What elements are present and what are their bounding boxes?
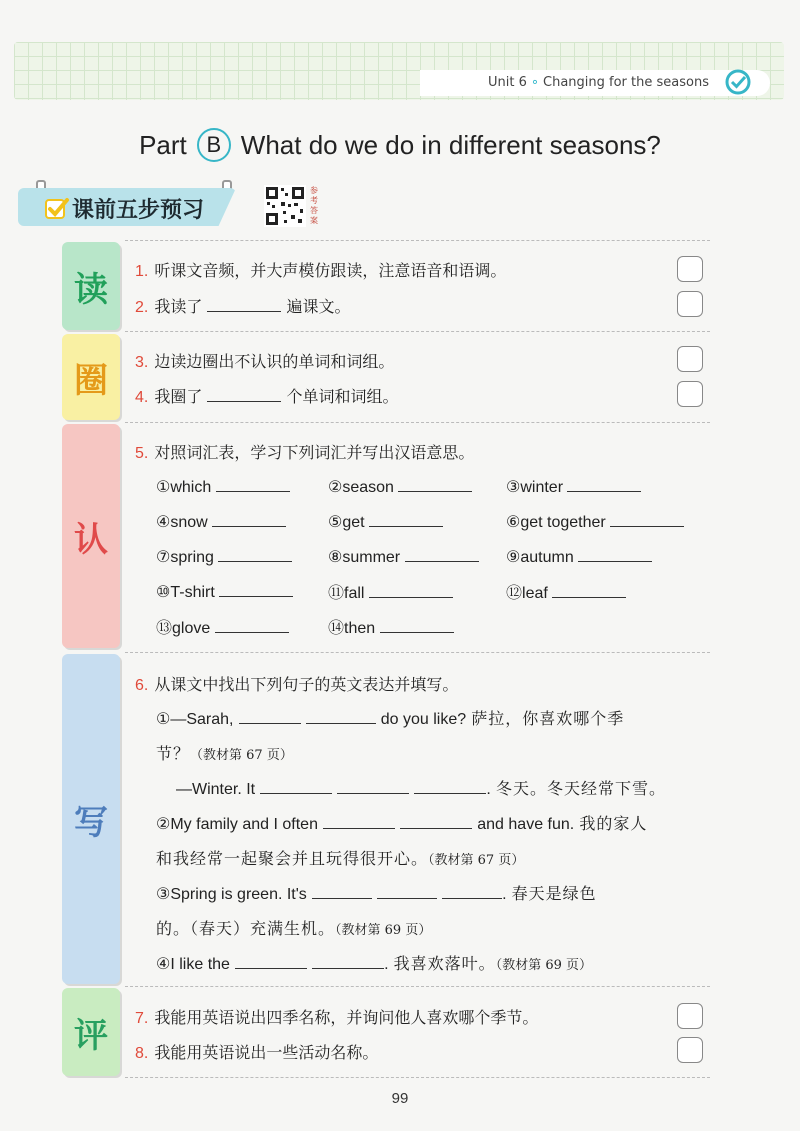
vocab-word: glove <box>172 620 211 637</box>
page-title <box>0 128 800 162</box>
sentence-text: ③Spring is green. It's <box>156 886 307 903</box>
blank-field[interactable] <box>552 581 626 598</box>
sentence-translation: 的。（春天）充满生机。 <box>156 919 336 938</box>
item-text: 对照词汇表，学习下列词汇并写出汉语意思。 <box>154 443 475 462</box>
vocab-marker: ④ <box>156 514 171 531</box>
row-divider <box>125 986 710 987</box>
sentence-line <box>156 811 647 834</box>
blank-field[interactable] <box>216 475 290 492</box>
category-tab-read: 读 <box>62 242 120 330</box>
list-item <box>135 672 458 695</box>
sentence-text: ④I like the <box>156 956 230 973</box>
item-text: 我圈了 <box>154 387 203 406</box>
sentence-line <box>156 951 592 974</box>
vocab-item <box>156 545 292 567</box>
blank-field[interactable] <box>578 545 652 562</box>
sentence-line <box>156 881 597 904</box>
list-item <box>135 349 394 372</box>
blank-field[interactable] <box>610 510 684 527</box>
list-item <box>135 258 506 281</box>
row-divider <box>125 422 710 423</box>
item-number: 7. <box>135 1010 149 1027</box>
blank-field[interactable] <box>207 295 281 312</box>
unit-label <box>488 75 709 90</box>
item-number: 3. <box>135 354 149 371</box>
sentence-text: . <box>486 781 491 798</box>
sentence-translation: 我的家人 <box>579 814 648 833</box>
blank-field[interactable] <box>219 580 293 597</box>
textbook-reference: （教材第 69 页） <box>335 923 432 938</box>
blank-field[interactable] <box>380 616 454 633</box>
vocab-item <box>156 510 286 532</box>
item-number: 5. <box>135 445 149 462</box>
list-item <box>135 1040 378 1063</box>
checkbox[interactable] <box>677 256 703 282</box>
vocab-item <box>156 615 289 638</box>
blank-field[interactable] <box>398 475 472 492</box>
row-divider <box>125 331 710 332</box>
qr-caption: 参考答案 <box>310 186 318 225</box>
category-tab-write: 写 <box>62 654 120 984</box>
sentence-text: —Winter. It <box>176 781 256 798</box>
item-text: 个单词和词组。 <box>286 387 399 406</box>
check-badge-icon <box>724 68 752 96</box>
vocab-item <box>156 475 290 497</box>
textbook-reference: （教材第 69 页） <box>495 958 592 973</box>
vocab-word: fall <box>344 585 365 602</box>
row-divider <box>125 1077 710 1078</box>
sentence-text: and have fun. <box>477 816 575 833</box>
blank-field[interactable] <box>260 777 332 794</box>
qr-code-icon[interactable] <box>264 185 306 227</box>
blank-field[interactable] <box>567 475 641 492</box>
checkbox[interactable] <box>677 346 703 372</box>
blank-field[interactable] <box>306 707 376 724</box>
textbook-reference: （教材第 67 页） <box>190 748 293 763</box>
vocab-marker: ⑪ <box>328 585 345 602</box>
vocab-item <box>506 580 626 603</box>
checkbox[interactable] <box>677 291 703 317</box>
blank-field[interactable] <box>323 812 395 829</box>
vocab-item <box>506 510 684 532</box>
vocab-word: get together <box>520 514 606 531</box>
blank-field[interactable] <box>312 952 384 969</box>
unit-separator-dot: ∘ <box>530 75 540 90</box>
sentence-translation: 萨拉，你喜欢哪个季 <box>471 709 625 728</box>
blank-field[interactable] <box>239 707 301 724</box>
vocab-word: season <box>342 479 394 496</box>
vocab-word: snow <box>170 514 208 531</box>
list-item <box>135 1005 538 1028</box>
sentence-translation: 冬天。冬天经常下雪。 <box>495 779 666 798</box>
checkbox[interactable] <box>677 1003 703 1029</box>
blank-field[interactable] <box>212 510 286 527</box>
item-text: 听课文音频，并大声模仿跟读，注意语音和语调。 <box>154 261 507 280</box>
blank-field[interactable] <box>369 581 453 598</box>
vocab-word: winter <box>520 479 564 496</box>
category-tab-circle: 圈 <box>62 334 120 420</box>
vocab-marker: ② <box>328 479 343 496</box>
category-tab-recognize: 认 <box>62 424 120 648</box>
sentence-text: do you like? <box>380 711 467 728</box>
blank-field[interactable] <box>235 952 307 969</box>
part-title-text: What do we do in different seasons? <box>240 130 661 160</box>
sentence-text: . <box>384 956 389 973</box>
sentence-text: . <box>502 886 507 903</box>
item-number: 1. <box>135 263 149 280</box>
part-letter: B <box>197 128 231 162</box>
blank-field[interactable] <box>337 777 409 794</box>
vocab-marker: ⑭ <box>328 620 345 637</box>
textbook-reference: （教材第 67 页） <box>428 853 525 868</box>
vocab-word: spring <box>170 549 214 566</box>
blank-field[interactable] <box>414 777 486 794</box>
vocab-item <box>328 475 472 497</box>
item-text: 遍课文。 <box>286 297 351 316</box>
blank-field[interactable] <box>207 385 281 402</box>
vocab-item <box>328 580 453 603</box>
item-text: 我读了 <box>154 297 203 316</box>
sentence-line <box>176 776 666 799</box>
item-number: 2. <box>135 299 149 316</box>
vocab-marker: ⑩ <box>156 584 171 601</box>
sentence-translation: 春天是绿色 <box>511 884 597 903</box>
vocab-marker: ⑬ <box>156 620 173 637</box>
vocab-marker: ⑫ <box>506 585 523 602</box>
sentence-translation: 我喜欢落叶。 <box>393 954 496 973</box>
item-text: 我能用英语说出一些活动名称。 <box>154 1043 379 1062</box>
blank-field[interactable] <box>377 882 437 899</box>
vocab-word: T-shirt <box>170 584 215 601</box>
vocab-marker: ⑧ <box>328 549 343 566</box>
item-number: 4. <box>135 389 149 406</box>
page-number: 99 <box>391 1090 409 1107</box>
vocab-word: get <box>342 514 365 531</box>
vocab-word: which <box>170 479 212 496</box>
vocab-marker: ③ <box>506 479 521 496</box>
list-item <box>135 440 474 463</box>
sentence-translation: 节？ <box>156 744 191 763</box>
vocab-item <box>328 615 454 638</box>
item-number: 6. <box>135 677 149 694</box>
sentence-text: ①—Sarah, <box>156 711 234 728</box>
row-divider <box>125 652 710 653</box>
sentence-text: ②My family and I often <box>156 816 318 833</box>
sentence-translation: 和我经常一起聚会并且玩得很开心。 <box>156 849 429 868</box>
checkbox[interactable] <box>677 381 703 407</box>
vocab-word: then <box>344 620 376 637</box>
vocab-marker: ⑤ <box>328 514 343 531</box>
vocab-item <box>506 475 641 497</box>
blank-field[interactable] <box>369 510 443 527</box>
preview-label: 课前五步预习 <box>72 198 205 223</box>
vocab-item <box>156 580 293 602</box>
vocab-item <box>328 545 479 567</box>
checkmark-icon <box>44 196 70 222</box>
sentence-line <box>156 846 524 869</box>
vocab-word: summer <box>342 549 401 566</box>
list-item <box>135 294 351 317</box>
item-text: 我能用英语说出四季名称，并询问他人喜欢哪个季节。 <box>154 1008 539 1027</box>
unit-title: Changing for the seasons <box>543 75 709 90</box>
item-text: 边读边圈出不认识的单词和词组。 <box>154 352 395 371</box>
part-prefix: Part <box>139 130 187 160</box>
vocab-item <box>328 510 443 532</box>
sentence-line <box>156 706 624 729</box>
unit-number: Unit 6 <box>488 75 527 90</box>
item-text: 从课文中找出下列句子的英文表达并填写。 <box>154 675 459 694</box>
vocab-word: autumn <box>520 549 574 566</box>
vocab-item <box>506 545 652 567</box>
blank-field[interactable] <box>218 545 292 562</box>
blank-field[interactable] <box>442 882 502 899</box>
sentence-line <box>156 741 293 764</box>
category-tab-evaluate: 评 <box>62 988 120 1076</box>
blank-field[interactable] <box>400 812 472 829</box>
item-number: 8. <box>135 1045 149 1062</box>
vocab-marker: ① <box>156 479 171 496</box>
vocab-marker: ⑦ <box>156 549 171 566</box>
row-divider <box>125 240 710 241</box>
sentence-line <box>156 916 431 939</box>
blank-field[interactable] <box>405 545 479 562</box>
vocab-marker: ⑨ <box>506 549 521 566</box>
vocab-marker: ⑥ <box>506 514 521 531</box>
blank-field[interactable] <box>215 616 289 633</box>
checkbox[interactable] <box>677 1037 703 1063</box>
list-item <box>135 384 399 407</box>
blank-field[interactable] <box>312 882 372 899</box>
vocab-word: leaf <box>522 585 548 602</box>
